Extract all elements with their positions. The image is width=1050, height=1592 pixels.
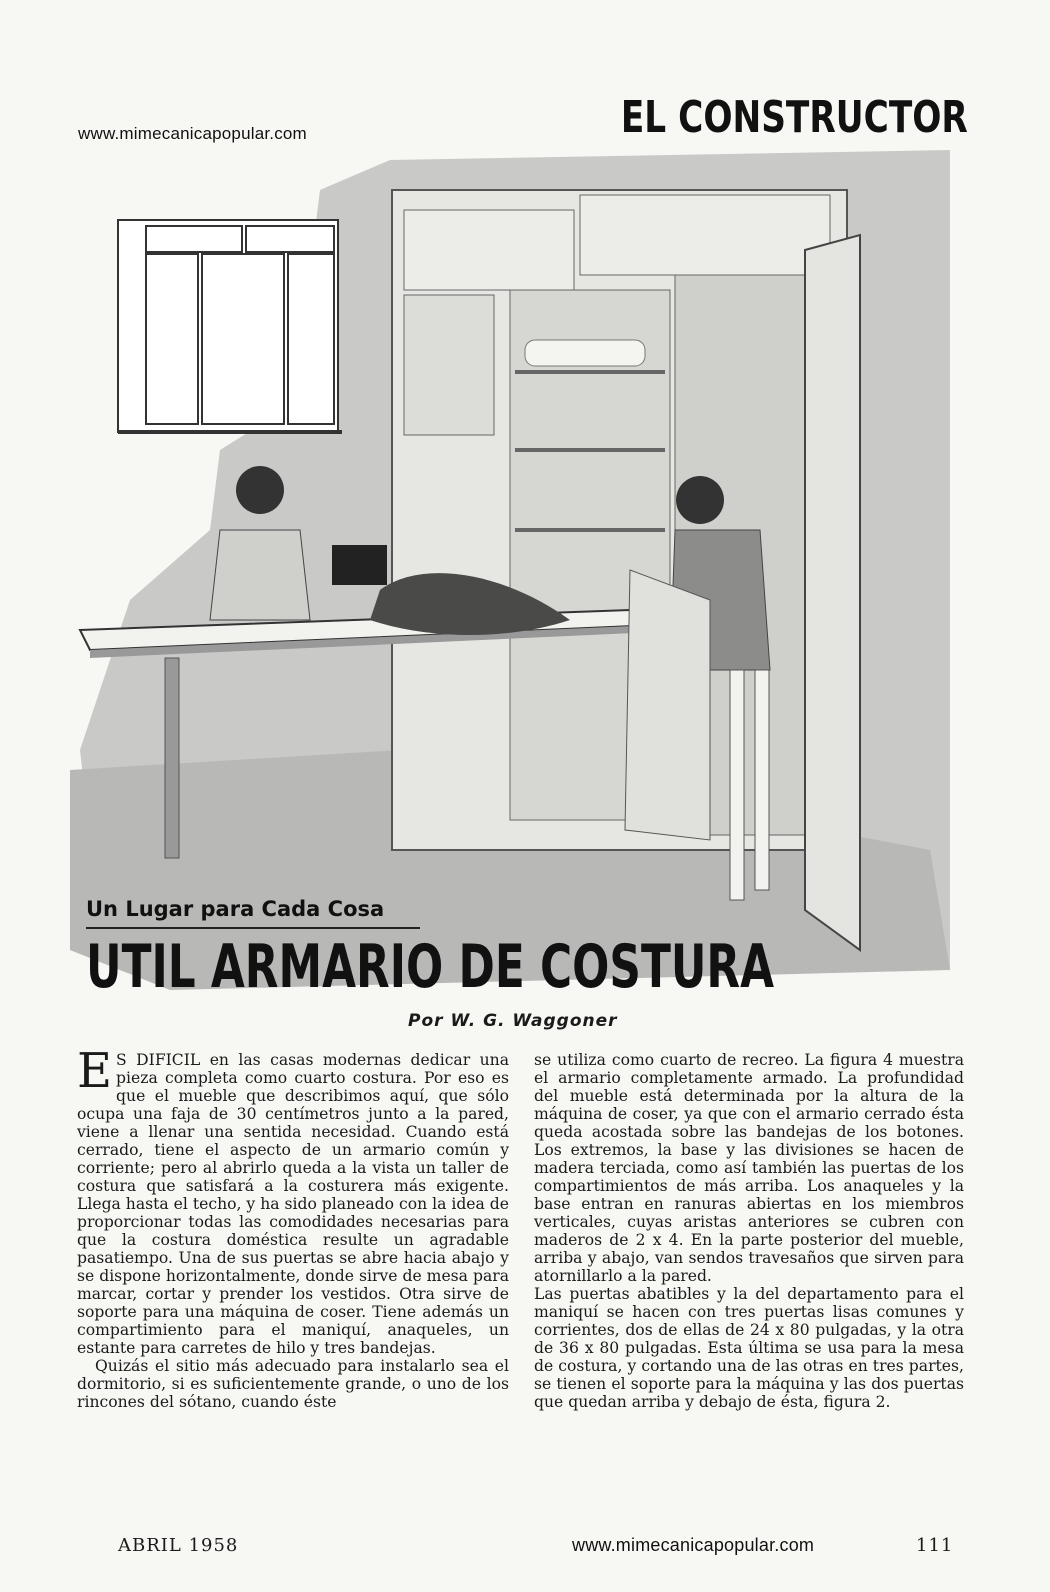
right-column xyxy=(534,1051,964,1411)
footer-date: ABRIL 1958 xyxy=(118,1535,239,1556)
article-kicker: Un Lugar para Cada Cosa xyxy=(86,897,385,921)
paragraph: Las puertas abatibles y la del departamento para el maniquí se hacen con tres puertas lisas comunes y corrientes, dos de ellas de 24 x 80 pulgadas, y la otra de 36 x 80 pulgadas. Esta última se usa para la mesa de costura, y cortando una de las otras en tres partes, se tienen el soporte para la máquina y las dos puertas que quedan arriba y debajo de ésta, figura 2. xyxy=(534,1285,964,1411)
article-title: UTIL ARMARIO DE COSTURA xyxy=(86,932,775,1002)
left-column xyxy=(77,1043,509,1411)
paragraph: Quizás el sitio más adecuado para instalarlo sea el dormitorio, si es suficientemente grande, o uno de los rincones del sótano, cuando éste xyxy=(77,1357,509,1411)
paragraph: E S DIFICIL en las casas modernas dedicar una pieza completa como cuarto costura. Por eso es que el mueble que describimos aquí, que sólo ocupa una faja de 30 centímetros junto a la pared, viene a llenar una sentida necesidad. Cuando está cerrado, tiene el aspecto de un armario común y corriente; pero al abrirlo queda a la vista un taller de costura que satisfará a la costurera más exigente. Llega hasta el techo, y ha sido planeado con la idea de proporcionar todas las comodidades necesarias para que la costura doméstica resulte un agradable pasatiempo. Una de sus puertas se abre hacia abajo y se dispone horizontalmente, donde sirve de mesa para marcar, cortar y prender los vestidos. Otra sirve de soporte para una máquina de coser. Tiene además un compartimiento para el maniquí, anaqueles, un estante para carretes de hilo y tres bandejas. xyxy=(77,1043,509,1357)
drop-cap: E xyxy=(77,1043,113,1099)
article-byline: Por W. G. Waggoner xyxy=(408,1011,618,1031)
watermark-top[interactable]: www.mimecanicapopular.com xyxy=(78,124,307,143)
section-title: EL CONSTRUCTOR xyxy=(621,92,968,143)
kicker-rule xyxy=(86,927,420,929)
page-number: 111 xyxy=(916,1535,954,1556)
sewing-cabinet-illustration xyxy=(70,150,970,995)
watermark-bottom[interactable]: www.mimecanicapopular.com xyxy=(572,1535,815,1555)
paragraph: se utiliza como cuarto de recreo. La figura 4 muestra el armario completamente armado. La profundidad del mueble está determinada por la altura de la máquina de coser, ya que con el armario cerrado ésta queda acostada sobre las bandejas de los botones. Los extremos, la base y las divisiones se hacen de madera terciada, como así también las puertas de los compartimientos de más arriba. Los anaqueles y la base entran en ranuras abiertas en los miembros verticales, cuyas aristas anteriores se cubren con maderos de 2 x 4. En la parte posterior del mueble, arriba y abajo, van sendos travesaños que sirven para atornillarlo a la pared. xyxy=(534,1051,964,1285)
